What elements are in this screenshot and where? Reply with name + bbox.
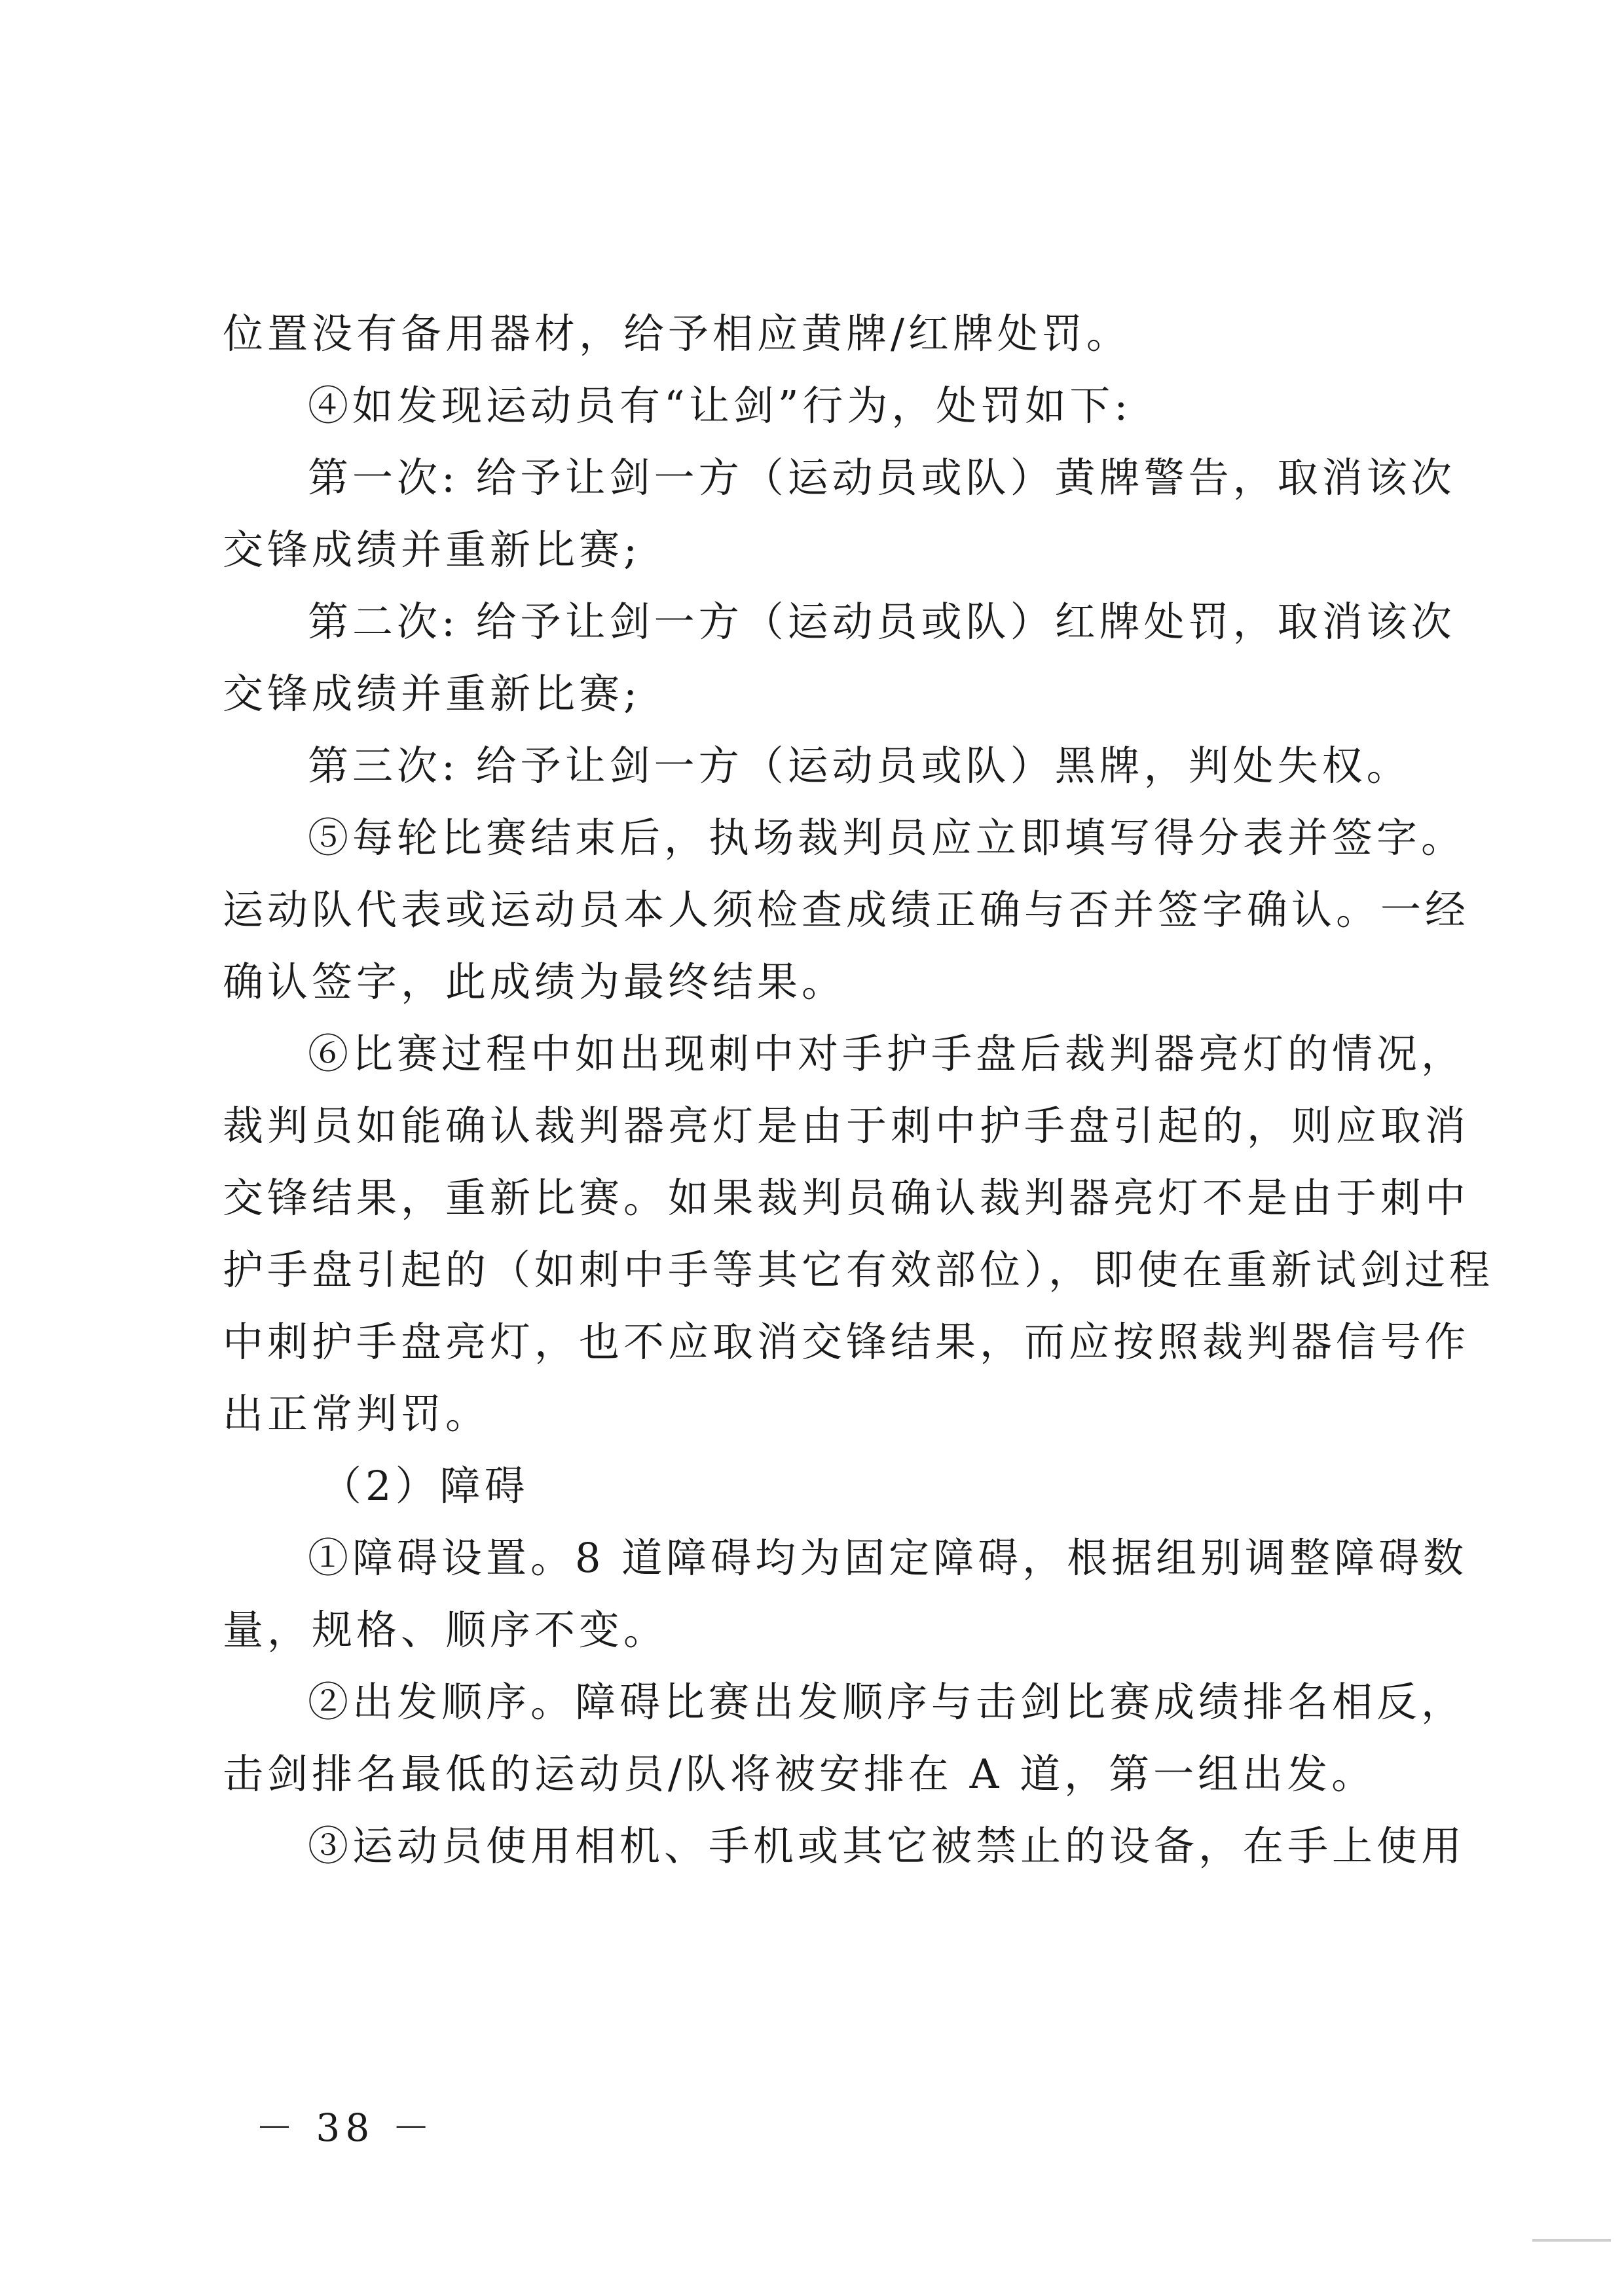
page-number: － 38 － <box>255 2105 435 2150</box>
text-line: 第一次: 给予让剑一方（运动员或队）黄牌警告，取消该次 <box>308 454 1456 501</box>
section-heading: （2）障碍 <box>321 1462 529 1510</box>
text-line: 交锋成绩并重新比赛; <box>223 526 641 574</box>
text-line: ③运动员使用相机、手机或其它被禁止的设备，在手上使用 <box>308 1822 1466 1870</box>
text-line: ⑥比赛过程中如出现刺中对手护手盘后裁判器亮灯的情况， <box>308 1030 1466 1078</box>
text-line: 出正常判罚。 <box>223 1390 490 1438</box>
text-line: 第三次: 给予让剑一方（运动员或队）黑牌，判处失权。 <box>308 742 1411 790</box>
text-line: 中刺护手盘亮灯，也不应取消交锋结果，而应按照裁判器信号作 <box>223 1318 1470 1366</box>
text-line: 裁判员如能确认裁判器亮灯是由于刺中护手盘引起的，则应取消 <box>223 1102 1470 1150</box>
text-line: ②出发顺序。障碍比赛出发顺序与击剑比赛成绩排名相反， <box>308 1678 1466 1726</box>
text-line: 交锋结果，重新比赛。如果裁判员确认裁判器亮灯不是由于刺中 <box>223 1174 1470 1222</box>
text-line: 第二次: 给予让剑一方（运动员或队）红牌处罚，取消该次 <box>308 598 1456 646</box>
text-line: ①障碍设置。8 道障碍均为固定障碍，根据组别调整障碍数 <box>308 1534 1468 1582</box>
text-line: 位置没有备用器材，给予相应黄牌/红牌处罚。 <box>223 310 1131 357</box>
text-line: 击剑排名最低的运动员/队将被安排在 A 道，第一组出发。 <box>223 1750 1376 1798</box>
text-line: 交锋成绩并重新比赛; <box>223 670 641 718</box>
text-line: ④如发现运动员有“让剑”行为，处罚如下: <box>308 382 1132 429</box>
text-line: ⑤每轮比赛结束后，执场裁判员应立即填写得分表并签字。 <box>308 814 1466 862</box>
text-line: 护手盘引起的（如刺中手等其它有效部位），即使在重新试剑过程 <box>223 1246 1494 1294</box>
text-line: 确认签字，此成绩为最终结果。 <box>223 958 847 1006</box>
text-line: 运动队代表或运动员本人须检查成绩正确与否并签字确认。一经 <box>223 886 1470 934</box>
scan-edge-mark <box>1532 2239 1611 2242</box>
text-line: 量，规格、顺序不变。 <box>223 1606 669 1654</box>
